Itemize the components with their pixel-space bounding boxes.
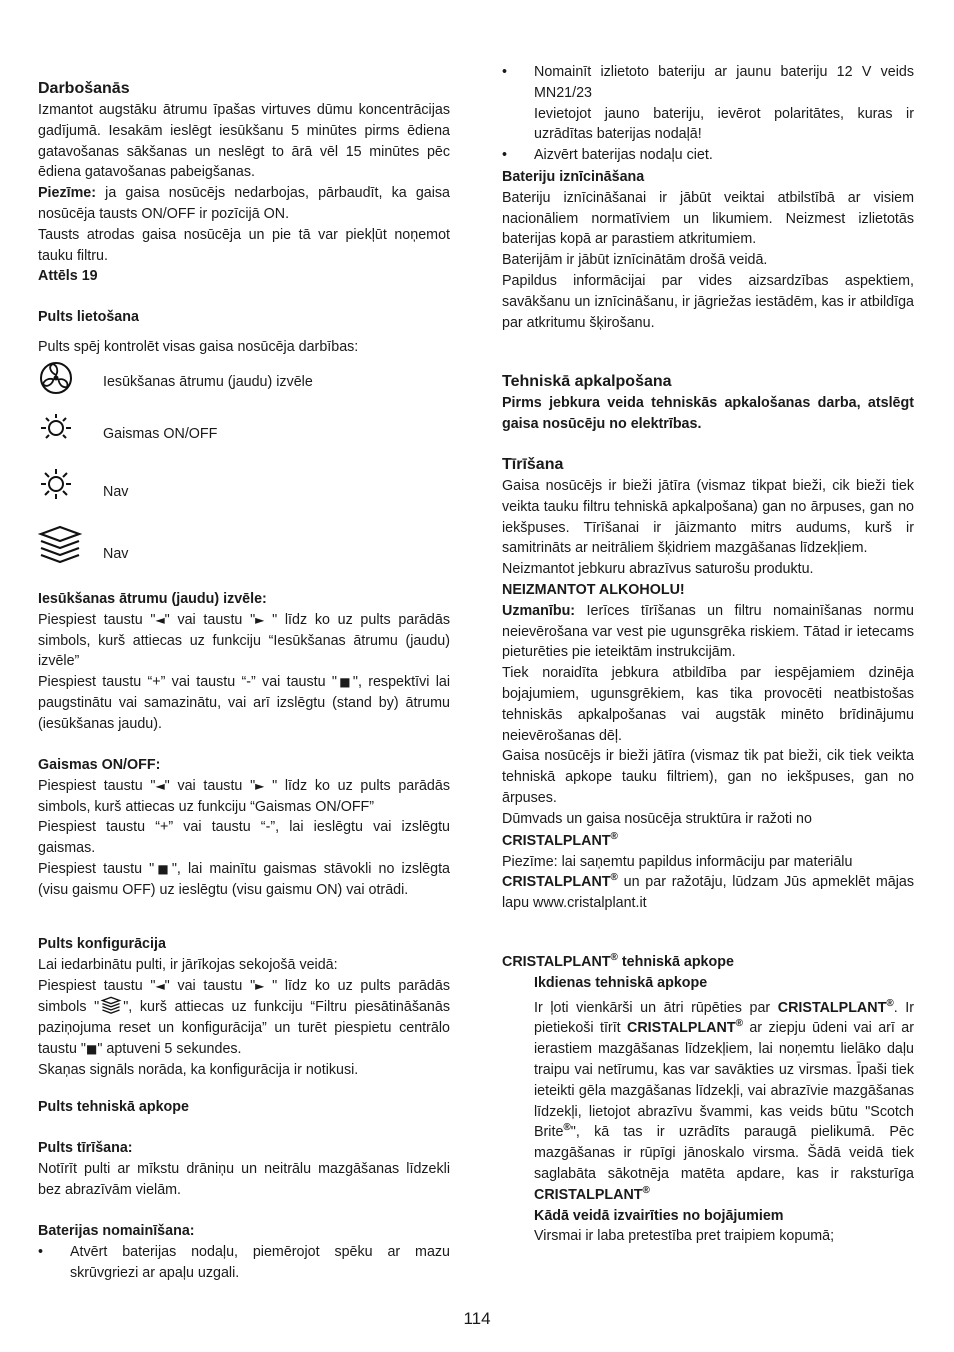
icon-label-fan: Iesūkšanas ātrumu (jaudu) izvēle bbox=[103, 374, 313, 390]
filter-icon bbox=[38, 524, 82, 564]
section-cp-apkope bbox=[502, 952, 914, 1247]
stop-icon: ■ bbox=[336, 675, 353, 690]
section-title: Pults tīrīšana: bbox=[38, 1140, 133, 1156]
paragraph: Papildus informācijai par vides aizsardzības aspektiem, savākšanu un iznīcināšanu, ir jāgriežas iestādēm, kas ir atbildīga par atkritumu šķirošanu. bbox=[502, 272, 914, 331]
warning-label: Uzmanību: bbox=[502, 602, 576, 619]
list-item: • Atvērt baterijas nodaļu, piemērojot spēku ar mazu skrūvgriezi ar apaļu uzgali. bbox=[38, 1242, 450, 1284]
battery-steps bbox=[502, 62, 914, 166]
registered-mark: ® bbox=[610, 872, 618, 884]
right-arrow-icon: ► bbox=[255, 612, 265, 627]
text: " līdz ko uz pults parādās simbols, kurš attiecas uz funkciju “Gaismas ON/OFF” bbox=[38, 777, 450, 815]
light-icon bbox=[38, 412, 74, 448]
left-arrow-icon: ◄ bbox=[155, 778, 165, 793]
paragraph bbox=[502, 872, 914, 914]
brand-name bbox=[502, 830, 914, 852]
paragraph: Ievietojot jauno bateriju, ievērot polaritātes, kuras ir uzrādītas baterijas nodaļā! bbox=[534, 105, 914, 143]
text: Piespiest taustu " bbox=[38, 611, 156, 628]
registered-mark: ® bbox=[610, 830, 618, 842]
warning-text: NEIZMANTOT ALKOHOLU! bbox=[502, 581, 685, 598]
paragraph bbox=[502, 601, 914, 663]
paragraph: Neizmantot jebkuru abrazīvus saturošu produktu. bbox=[502, 561, 814, 578]
section-title: Gaismas ON/OFF: bbox=[38, 757, 161, 773]
paragraph: Piezīme: lai saņemtu papildus informāciju par materiālu bbox=[502, 853, 853, 870]
indented-block bbox=[502, 973, 914, 1247]
text: Ierīces tīrīšanas un filtru nomainīšanas normu neievērošana var vest pie ugunsgrēka riskiem. Tātad ir ietecams pieturēties pie ieteiktām instrukcijām. bbox=[502, 602, 914, 661]
section-tirisana bbox=[38, 1138, 450, 1200]
paragraph: Tiek noraidīta jebkura atbildība par iespējamiem dzinēja bojajumiem, ugunsgrēkiem, kas tika provocēti neatbistošas tehniskās apkalpošanas vai augstāk minēto brīdinājumu neievērošanas dēļ. bbox=[502, 665, 914, 744]
brand-name: CRISTALPLANT bbox=[627, 1020, 736, 1037]
paragraph: Tausts atrodas gaisa nosūcēja un pie tā var piekļūt noņemot tauku filtru. bbox=[38, 226, 450, 264]
section-apkope bbox=[38, 1097, 450, 1118]
filter-icon bbox=[99, 996, 123, 1014]
paragraph bbox=[38, 976, 450, 1060]
text: Ir ļoti vienkārši un ātri rūpēties par bbox=[534, 999, 778, 1016]
figure-ref: Attēls 19 bbox=[38, 268, 98, 285]
stop-icon: ■ bbox=[86, 1041, 98, 1056]
text: ", kurš attiecas uz funkciju “Filtru piesātināšanās paziņojuma reset un konfigurācija” un turēt piespietu centrālo taustu " bbox=[38, 999, 450, 1057]
section-title: Iesūkšanas ātrumu (jaudu) izvēle: bbox=[38, 591, 267, 607]
section-title bbox=[502, 952, 914, 973]
text: CRISTALPLANT bbox=[502, 832, 611, 849]
paragraph: Gaisa nosūcējs ir bieži jātīra (vismaz tikpat bieži, cik bieži tiek veikta tauku filtru tehniskā apkalpošana) gan no ārpuses, gan no iekšpuses. Tīrīšanai ir jāizmanto mitrs audums, kurš ir samitrināts ar neitrāliem šķidriem mazgāšanas līdzekļiem. bbox=[502, 478, 914, 557]
section-title: Darbošanās bbox=[38, 80, 130, 97]
text: . Ir pietiekoši tīrīt bbox=[534, 999, 914, 1037]
registered-mark: ® bbox=[563, 1122, 571, 1134]
subsection-title: Ikdienas tehniskā apkope bbox=[534, 974, 708, 991]
text: Piespiest taustu " bbox=[38, 977, 156, 994]
text: Piespiest taustu " bbox=[38, 860, 155, 877]
text: " vai taustu " bbox=[164, 777, 256, 794]
paragraph: Notīrīt pulti ar mīkstu drāniņu un neitrālu mazgāšanas līdzekli bez abrazīvām vielām. bbox=[38, 1160, 450, 1198]
registered-mark: ® bbox=[886, 997, 894, 1009]
text: ar ziepju ūdeni vai arī ar ierastiem mazgāšanas līdzekļiem, lai noņemtu lielāko daļu traipu vai netīrumu, kas var savākties uz virsmas. Īpaši tiek ieteikti gēla mazgāšanas līdzekļi, vai abrazīvie mazgāšanas līdzekļi, lietojot abrazīvu švammi, kas veids būtu "Scotch Brite bbox=[534, 1020, 914, 1141]
text: Piespiest taustu " bbox=[38, 777, 156, 794]
section-darbosanas bbox=[38, 78, 450, 287]
section-title: Tīrīšana bbox=[502, 456, 564, 473]
paragraph: Piespiest taustu “+” vai taustu “-”, lai ieslēgtu vai izslēgtu gaismas. bbox=[38, 819, 450, 857]
right-arrow-icon: ► bbox=[255, 978, 265, 993]
section-title: Baterijas nomainīšana: bbox=[38, 1223, 195, 1239]
section-iznicinasana bbox=[502, 167, 914, 333]
text: un par ražotāju, lūdzam Jūs apmeklēt mājas lapu www.cristalplant.it bbox=[502, 874, 914, 912]
brand-name: CRISTALPLANT bbox=[777, 999, 887, 1016]
section-tirisana bbox=[502, 454, 914, 914]
section-konfig bbox=[38, 934, 450, 1081]
section-baterijas bbox=[38, 1221, 450, 1283]
text: " vai taustu " bbox=[164, 611, 256, 628]
paragraph bbox=[38, 776, 450, 818]
fan-icon bbox=[38, 360, 74, 396]
text: " līdz ko uz pults parādās simbols, kurš attiecas uz funkciju “Iesūkšanas ātrumu (jaudu) izvēle” bbox=[38, 611, 450, 670]
registered-mark: ® bbox=[735, 1018, 743, 1030]
paragraph bbox=[534, 998, 914, 1206]
intro-wrap bbox=[38, 337, 450, 358]
text: " līdz ko uz pults parādās simbols " bbox=[38, 977, 450, 1016]
list-item: • Nomainīt izlietoto bateriju ar jaunu bateriju 12 V veids MN21/23 bbox=[502, 62, 914, 104]
brand-name: CRISTALPLANT bbox=[502, 874, 611, 891]
section-title: Pults tehniskā apkope bbox=[38, 1099, 189, 1115]
note-text: ja gaisa nosūcējs nedarbojas, pārbaudīt, ka gaisa nosūcēja tausts ON/OFF ir pozīcijā ON. bbox=[38, 185, 450, 222]
paragraph bbox=[38, 859, 450, 901]
icon-label-filter: Nav bbox=[103, 546, 129, 562]
icon-label-sun: Nav bbox=[103, 484, 129, 500]
registered-mark: ® bbox=[610, 952, 618, 964]
text: ", kā tas ir uzrādīts paraugā pielikumā. Pēc mazgāšanas ir rūpīgi jānoskalo virsma. Šādā veidā tiek saglabāta sākotnēja matēta apdare, kas ir raksturīga bbox=[534, 1124, 914, 1182]
text: CRISTALPLANT bbox=[502, 954, 611, 970]
paragraph: Izmantot augstāku ātrumu īpašas virtuves dūmu koncentrācijas gadījumā. Iesakām ieslēgt iesūkšanu 5 minūtes pirms ēdiena gatavošanas sākšanas un neslēgt to ārā vēl 15 minūtes pēc ēdiena gatavošanas pabeigšanas. bbox=[38, 102, 450, 181]
section-title: Bateriju iznīcināšana bbox=[502, 169, 645, 185]
registered-mark: ® bbox=[642, 1185, 650, 1196]
left-arrow-icon: ◄ bbox=[155, 978, 165, 993]
section-title: Tehniskā apkalpošana bbox=[502, 373, 672, 390]
section-title: Pults lietošana bbox=[38, 309, 139, 325]
text: tehniskā apkope bbox=[617, 954, 734, 970]
section-tehniska bbox=[502, 371, 914, 435]
paragraph bbox=[38, 610, 450, 672]
text: ", respektīvi lai paugstinātu vai samazinātu, vai arī izslēgtu (stand by) ātrumu (iesūkšanas jaudu). bbox=[38, 674, 450, 732]
icon-label-light: Gaismas ON/OFF bbox=[103, 426, 218, 442]
text: " vai taustu " bbox=[164, 977, 256, 994]
warning-text: Pirms jebkura veida tehniskās apkalošanas darba, atslēgt gaisa nosūcēju no elektrības. bbox=[502, 395, 914, 432]
note-paragraph bbox=[38, 183, 450, 225]
note-label: Piezīme: bbox=[38, 185, 97, 202]
text: ", lai mainītu gaismas stāvokli no izslēgta (visu gaismu OFF) uz ieslēgtu (visu gaismu ON) vai otrādi. bbox=[38, 860, 451, 898]
text: Piespiest taustu “+” vai taustu “-” vai taustu " bbox=[38, 674, 337, 691]
intro-text: Pults spēj kontrolēt visas gaisa nosūcēja darbības: bbox=[38, 339, 359, 355]
subsection-title: Kādā veidā izvairīties no bojājumiem bbox=[534, 1207, 784, 1224]
text: " aptuveni 5 sekundes. bbox=[97, 1040, 242, 1057]
paragraph: Bateriju iznīcināšanai ir jābūt veiktai atbilstībā ar visiem nacionāliem normatīviem un likumiem. Neizmest izlietotās baterijas kopā ar parastiem atkritumiem. bbox=[502, 189, 914, 248]
right-arrow-icon: ► bbox=[255, 778, 265, 793]
sun-icon bbox=[38, 466, 74, 502]
stop-icon: ■ bbox=[154, 861, 172, 876]
paragraph bbox=[38, 672, 450, 734]
icon-list bbox=[38, 360, 450, 570]
left-arrow-icon: ◄ bbox=[155, 612, 165, 627]
section-atrumu bbox=[38, 589, 450, 735]
list-item: • Aizvērt baterijas nodaļu ciet. bbox=[502, 145, 914, 166]
paragraph: Virsmai ir laba pretestība pret traipiem kopumā; bbox=[534, 1228, 835, 1245]
paragraph: Dūmvads un gaisa nosūcēja struktūra ir ražoti no bbox=[502, 810, 812, 827]
paragraph: Baterijām ir jābūt iznīcinātām drošā veidā. bbox=[502, 252, 768, 269]
section-pults-lietosana bbox=[38, 307, 450, 328]
paragraph: Skaņas signāls norāda, ka konfigurācija ir notikusi. bbox=[38, 1061, 359, 1078]
paragraph: Gaisa nosūcējs ir bieži jātīra (vismaz tik pat bieži, cik tiek veikta tehniskā apkope tauku filtriem), gan no iekšpuses, gan no ārpuses. bbox=[502, 748, 914, 806]
brand-name: CRISTALPLANT bbox=[534, 1186, 643, 1203]
section-title: Pults konfigurācija bbox=[38, 936, 166, 952]
paragraph: Lai iedarbinātu pulti, ir jārīkojas sekojošā veidā: bbox=[38, 956, 338, 973]
section-gaismas bbox=[38, 755, 450, 901]
page-number: 114 bbox=[463, 1309, 491, 1328]
